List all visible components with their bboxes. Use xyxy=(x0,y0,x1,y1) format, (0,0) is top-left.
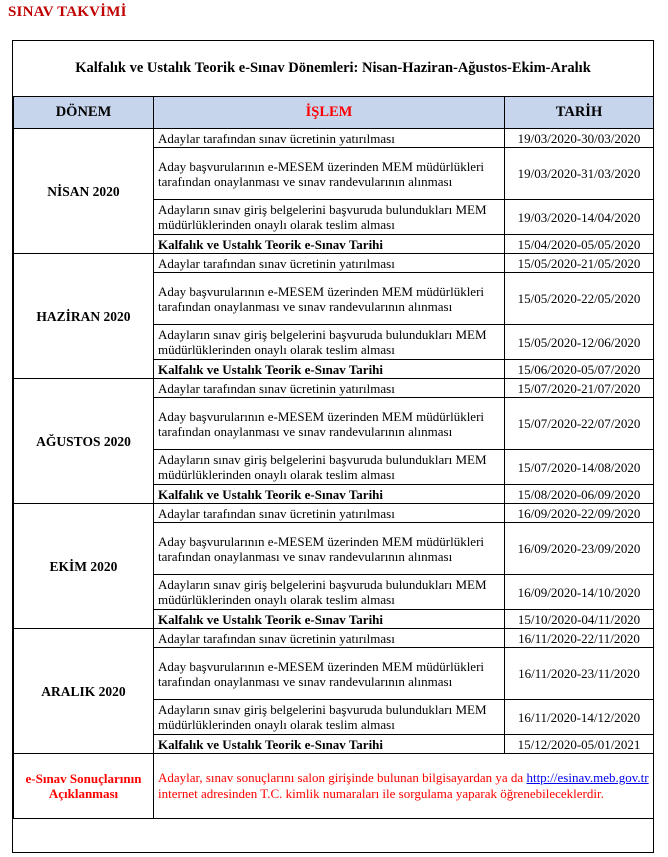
step-description: Adayların sınav giriş belgelerini başvuruda bulundukları MEM müdürlüklerinden onaylı olarak teslim alması xyxy=(154,325,505,360)
step-description: Adayların sınav giriş belgelerini başvuruda bulundukları MEM müdürlüklerinden onaylı olarak teslim alması xyxy=(154,700,505,735)
table-row xyxy=(14,504,654,523)
step-description: Aday başvurularının e-MESEM üzerinden MEM müdürlükleri tarafından onaylanması ve sınav randevularının alınması xyxy=(154,273,505,325)
schedule-subtitle: Kalfalık ve Ustalık Teorik e-Sınav Dönemleri: Nisan-Haziran-Ağustos-Ekim-Aralık xyxy=(75,59,591,76)
step-description: Adaylar tarafından sınav ücretinin yatırılması xyxy=(154,129,505,148)
table-row xyxy=(14,129,654,148)
date-range: 16/11/2020-23/11/2020 xyxy=(505,648,654,700)
step-description: Aday başvurularının e-MESEM üzerinden MEM müdürlükleri tarafından onaylanması ve sınav randevularının alınması xyxy=(154,398,505,450)
date-range: 15/07/2020-21/07/2020 xyxy=(505,379,654,398)
results-label: e-Sınav Sonuçlarının Açıklanması xyxy=(14,754,154,819)
date-range: 15/04/2020-05/05/2020 xyxy=(505,235,654,254)
header-tarih: TARİH xyxy=(505,97,654,129)
step-description: Adaylar tarafından sınav ücretinin yatırılması xyxy=(154,254,505,273)
date-range: 16/09/2020-22/09/2020 xyxy=(505,504,654,523)
step-description: Adayların sınav giriş belgelerini başvuruda bulundukları MEM müdürlüklerinden onaylı olarak teslim alması xyxy=(154,575,505,610)
step-description: Kalfalık ve Ustalık Teorik e-Sınav Tarihi xyxy=(154,485,505,504)
step-description: Kalfalık ve Ustalık Teorik e-Sınav Tarihi xyxy=(154,360,505,379)
results-text xyxy=(154,754,654,819)
step-description: Kalfalık ve Ustalık Teorik e-Sınav Tarihi xyxy=(154,735,505,754)
date-range: 15/05/2020-21/05/2020 xyxy=(505,254,654,273)
step-description: Aday başvurularının e-MESEM üzerinden MEM müdürlükleri tarafından onaylanması ve sınav randevularının alınması xyxy=(154,523,505,575)
table-row xyxy=(14,254,654,273)
step-description: Adayların sınav giriş belgelerini başvuruda bulundukları MEM müdürlüklerinden onaylı olarak teslim alması xyxy=(154,200,505,235)
date-range: 15/06/2020-05/07/2020 xyxy=(505,360,654,379)
results-text-before: Adaylar, sınav sonuçlarını salon girişinde bulunan bilgisayardan ya da xyxy=(158,770,527,785)
date-range: 15/12/2020-05/01/2021 xyxy=(505,735,654,754)
period-name: ARALIK 2020 xyxy=(14,629,154,754)
step-description: Kalfalık ve Ustalık Teorik e-Sınav Tarihi xyxy=(154,235,505,254)
date-range: 15/07/2020-14/08/2020 xyxy=(505,450,654,485)
step-description: Adaylar tarafından sınav ücretinin yatırılması xyxy=(154,629,505,648)
date-range: 15/10/2020-04/11/2020 xyxy=(505,610,654,629)
table-row xyxy=(14,379,654,398)
header-donem: DÖNEM xyxy=(14,97,154,129)
date-range: 19/03/2020-14/04/2020 xyxy=(505,200,654,235)
period-name: HAZİRAN 2020 xyxy=(14,254,154,379)
step-description: Aday başvurularının e-MESEM üzerinden MEM müdürlükleri tarafından onaylanması ve sınav randevularının alınması xyxy=(154,148,505,200)
date-range: 16/09/2020-23/09/2020 xyxy=(505,523,654,575)
step-description: Adayların sınav giriş belgelerini başvuruda bulundukları MEM müdürlüklerinden onaylı olarak teslim alması xyxy=(154,450,505,485)
date-range: 15/08/2020-06/09/2020 xyxy=(505,485,654,504)
step-description: Adaylar tarafından sınav ücretinin yatırılması xyxy=(154,379,505,398)
table-row xyxy=(14,629,654,648)
header-islem: İŞLEM xyxy=(154,97,505,129)
step-description: Aday başvurularının e-MESEM üzerinden MEM müdürlükleri tarafından onaylanması ve sınav randevularının alınması xyxy=(154,648,505,700)
date-range: 16/11/2020-22/11/2020 xyxy=(505,629,654,648)
period-name: AĞUSTOS 2020 xyxy=(14,379,154,504)
page-title: SINAV TAKVİMİ xyxy=(8,4,127,20)
date-range: 19/03/2020-30/03/2020 xyxy=(505,129,654,148)
step-description: Kalfalık ve Ustalık Teorik e-Sınav Tarihi xyxy=(154,610,505,629)
period-name: NİSAN 2020 xyxy=(14,129,154,254)
results-text-after: internet adresinden T.C. kimlik numaraları ile sorgulama yaparak öğrenebileceklerdir. xyxy=(158,786,604,801)
date-range: 15/05/2020-22/05/2020 xyxy=(505,273,654,325)
schedule-body xyxy=(14,129,654,819)
date-range: 15/07/2020-22/07/2020 xyxy=(505,398,654,450)
date-range: 15/05/2020-12/06/2020 xyxy=(505,325,654,360)
date-range: 16/09/2020-14/10/2020 xyxy=(505,575,654,610)
date-range: 19/03/2020-31/03/2020 xyxy=(505,148,654,200)
period-name: EKİM 2020 xyxy=(14,504,154,629)
results-link[interactable]: http://esinav.meb.gov.tr xyxy=(526,770,649,785)
date-range: 16/11/2020-14/12/2020 xyxy=(505,700,654,735)
step-description: Adaylar tarafından sınav ücretinin yatırılması xyxy=(154,504,505,523)
results-row xyxy=(14,754,654,819)
exam-schedule-table xyxy=(13,96,654,819)
